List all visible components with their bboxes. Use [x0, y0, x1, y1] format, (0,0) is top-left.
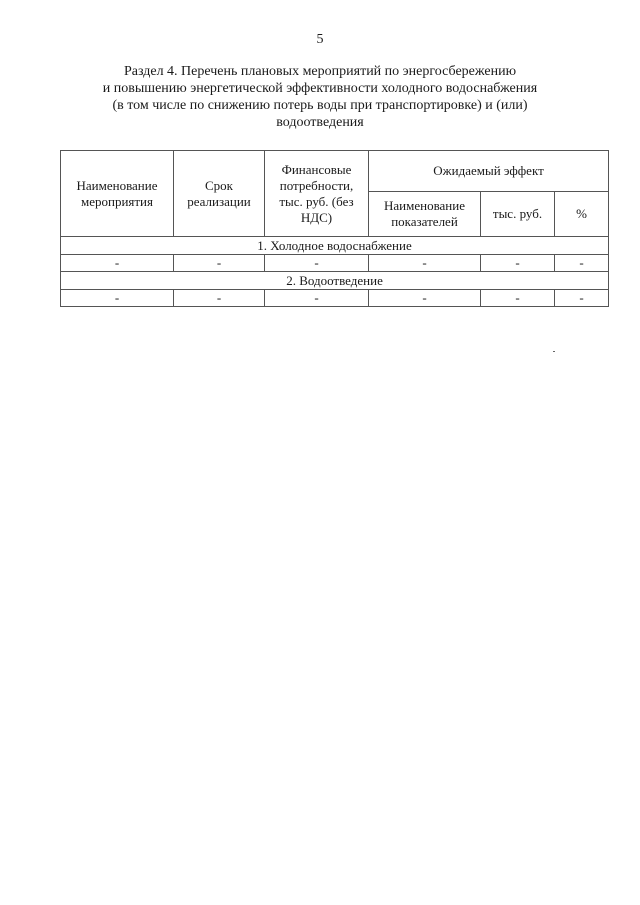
table-cell: - [265, 255, 369, 272]
table-row [61, 290, 609, 307]
table-cell: - [481, 255, 555, 272]
table-cell: - [174, 255, 265, 272]
table-cell: - [369, 290, 481, 307]
table-cell: - [61, 255, 174, 272]
header-expected-effect: Ожидаемый эффект [369, 151, 609, 192]
section-title-line-3: (в том числе по снижению потерь воды при транспортировке) и (или) [112, 98, 528, 113]
table-cell: - [555, 255, 609, 272]
header-term: Срок реализации [174, 151, 265, 237]
section-title-line-2: и повышению энергетической эффективности холодного водоснабжения [102, 81, 538, 96]
section-title [60, 63, 580, 131]
section-cold-water: 1. Холодное водоснабжение [61, 237, 609, 255]
table-row [61, 255, 609, 272]
section-title-line-1: Раздел 4. Перечень плановых мероприятий по энергосбережению [123, 64, 517, 79]
header-indicator-name: Наименование показателей [369, 192, 481, 237]
table-cell: - [555, 290, 609, 307]
table-cell: - [61, 290, 174, 307]
section-title-line-4: водоотведения [276, 115, 364, 130]
section-wastewater: 2. Водоотведение [61, 272, 609, 290]
table-cell: - [265, 290, 369, 307]
header-finance: Финансовые потребности, тыс. руб. (без НДС) [265, 151, 369, 237]
page-number: 5 [316, 32, 324, 47]
table-cell: - [174, 290, 265, 307]
header-thousand-rub: тыс. руб. [481, 192, 555, 237]
header-percent: % [555, 192, 609, 237]
measures-table [60, 150, 609, 307]
scan-speck [553, 351, 555, 352]
table-cell: - [369, 255, 481, 272]
table-cell: - [481, 290, 555, 307]
header-measure-name: Наименование мероприятия [61, 151, 174, 237]
